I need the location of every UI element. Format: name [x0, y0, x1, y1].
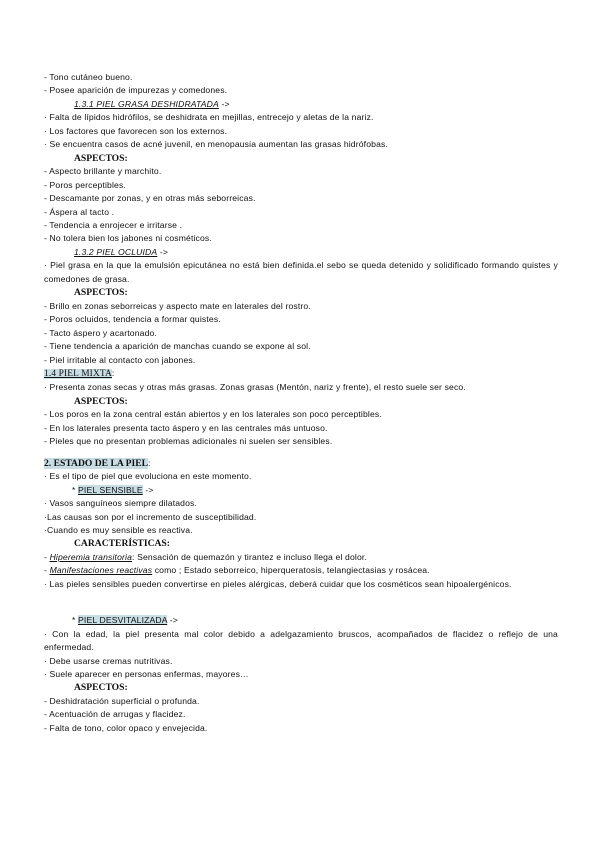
text-line: · Suele aparecer en personas enfermas, mayores… — [44, 669, 249, 680]
text-line: · Los factores que favorecen son los externos. — [44, 125, 228, 136]
text-line: - Aspecto brillante y marchito. — [44, 166, 162, 177]
aspects-heading: ASPECTOS: — [74, 395, 128, 407]
text-line: - En los laterales presenta tacto áspero y en las centrales más untuoso. — [44, 422, 328, 433]
term: Hiperemia transitoria — [49, 551, 132, 562]
text-line: - Tiene tendencia a aparición de manchas cuando se expone al sol. — [44, 341, 311, 352]
text-line: - Hiperemia transitoria: Sensación de quemazón y tirantez e incluso llega el dolor. — [44, 551, 367, 562]
text-line: · Vasos sanguíneos siempre dilatados. — [44, 498, 197, 509]
term: Manifestaciones reactivas — [49, 565, 153, 576]
subsection-title: 1.3.1 PIEL GRASA DESHIDRATADA — [74, 98, 219, 109]
text-line: - Tono cutáneo bueno. — [44, 72, 133, 82]
subsection-heading: 1.3.1 PIEL GRASA DESHIDRATADA -> — [74, 98, 230, 109]
text-line: - Tendencia a enrojecer e irritarse . — [44, 219, 183, 230]
text-line: - Poros ocluidos, tendencia a formar quistes. — [44, 314, 221, 325]
text-line: · Se encuentra casos de acné juvenil, en menopausia aumentan las grasas hidrófobas. — [44, 139, 388, 150]
paragraph: · Las pieles sensibles pueden convertirse en pieles alérgicas, deberá cuidar que los cosméticos sean hipoalergénicos. — [44, 578, 512, 589]
text-line: - No tolera bien los jabones ni cosméticos. — [44, 233, 212, 244]
text-line: - Manifestaciones reactivas como ; Estado seborreico, hiperqueratosis, telangiectasias y rosácea. — [44, 565, 430, 576]
section-title: 2. ESTADO DE LA PIEL — [44, 457, 149, 469]
text-line: - Tacto áspero y acartonado. — [44, 327, 157, 338]
subsection-title: 1.3.2 PIEL OCLUIDA — [74, 246, 158, 257]
aspects-heading: ASPECTOS: — [74, 152, 128, 164]
text-line: - Brillo en zonas seborreicas y aspecto mate en laterales del rostro. — [44, 300, 311, 311]
text-line: - Deshidratación superficial o profunda. — [44, 695, 200, 706]
text-line: · Falta de lípidos hidrófilos, se deshidrata en mejillas, entrecejo y aletas de la nariz. — [44, 112, 374, 123]
characteristics-heading: CARACTERÍSTICAS: — [74, 538, 170, 550]
spacer — [44, 591, 558, 614]
text-line: - Áspera al tacto . — [44, 206, 115, 217]
subsection-heading: 1.3.2 PIEL OCLUIDA -> — [74, 246, 168, 257]
subsection-title: PIEL DESVITALIZADA — [78, 615, 168, 626]
text-line: - Acentuación de arrugas y flacidez. — [44, 709, 186, 720]
section-heading: 2. ESTADO DE LA PIEL: — [44, 457, 151, 469]
text-line: · Debe usarse cremas nutritivas. — [44, 655, 173, 666]
section-heading: 1.4 PIEL MIXTA: — [44, 367, 115, 379]
text-line: · Presenta zonas secas y otras más grasas. Zonas grasas (Mentón, nariz y frente), el resto suele ser seco. — [44, 382, 466, 393]
subsection-heading: * PIEL DESVITALIZADA -> — [72, 615, 178, 626]
section-title: 1.4 PIEL MIXTA — [44, 368, 112, 379]
text-line: - Falta de tono, color opaco y envejecida. — [44, 722, 208, 733]
text-line: - Posee aparición de impurezas y comedones. — [44, 85, 228, 96]
text-line: - Poros perceptibles. — [44, 179, 126, 190]
paragraph: · Piel grasa en la que la emulsión epicutánea no está bien definida.el sebo se queda detenido y solidificado formando quistes y comedones de grasa. — [44, 260, 558, 284]
text-line: ·Cuando es muy sensible es reactiva. — [44, 524, 193, 535]
text-line: ·Las causas son por el incremento de susceptibilidad. — [44, 511, 257, 522]
subsection-heading: * PIEL SENSIBLE -> — [72, 484, 154, 495]
paragraph: · Con la edad, la piel presenta mal color debido a adelgazamiento bruscos, acompañados de flacidez o reflejo de una enfermedad. — [44, 628, 558, 653]
text-line: - Pieles que no presentan problemas adicionales ni suelen ser sensibles. — [44, 436, 333, 447]
aspects-heading: ASPECTOS: — [74, 287, 128, 299]
document-page — [44, 71, 558, 735]
text-line: - Piel irritable al contacto con jabones. — [44, 354, 196, 365]
text-line: - Los poros en la zona central están abiertos y en los laterales son poco perceptibles. — [44, 409, 382, 420]
text-line: - Descamante por zonas, y en otras más seborreicas. — [44, 193, 256, 204]
aspects-heading: ASPECTOS: — [74, 682, 128, 694]
spacer — [44, 449, 558, 457]
text-line: · Es el tipo de piel que evoluciona en este momento. — [44, 471, 252, 482]
subsection-title: PIEL SENSIBLE — [78, 484, 143, 495]
